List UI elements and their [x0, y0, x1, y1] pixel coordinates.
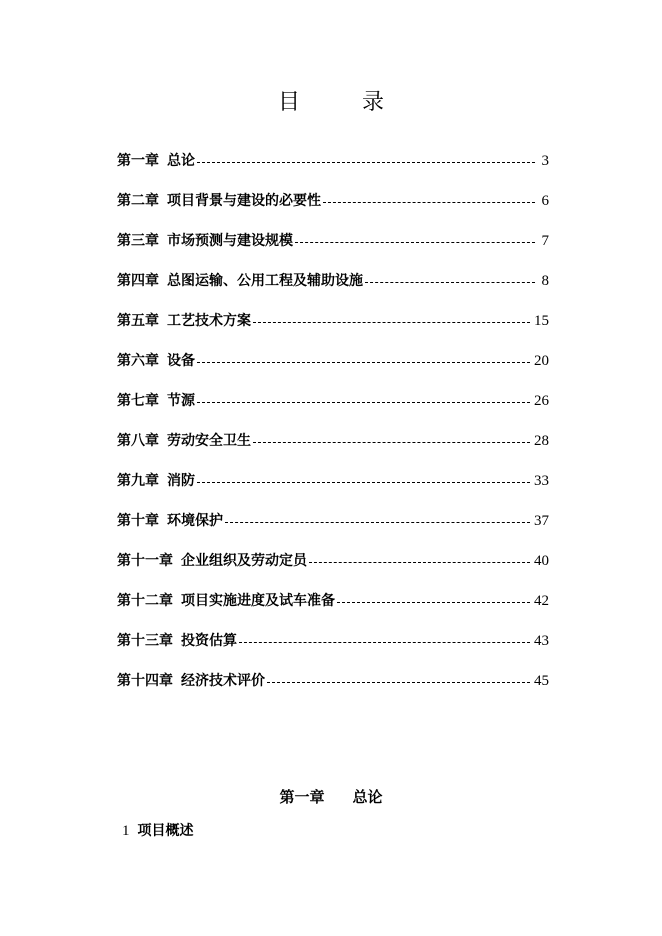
toc-entry-title: 投资估算	[181, 633, 237, 649]
toc-entry[interactable]	[117, 290, 549, 330]
toc-entry-page: 7	[541, 233, 549, 249]
toc-entry-title: 消防	[167, 473, 195, 489]
toc-entry-chapter: 第六章	[117, 353, 159, 369]
toc-entry[interactable]	[117, 570, 549, 610]
toc-entry[interactable]	[117, 210, 549, 250]
toc-entry-chapter: 第十二章	[117, 593, 173, 609]
toc-entry-title: 项目背景与建设的必要性	[167, 193, 321, 209]
toc-entry-title: 劳动安全卫生	[167, 433, 251, 449]
toc-entry-title: 企业组织及劳动定员	[181, 553, 307, 569]
toc-entry-page: 3	[541, 153, 549, 169]
toc-entry[interactable]	[117, 650, 549, 690]
toc-entry[interactable]	[117, 610, 549, 650]
toc-entry-page: 42	[534, 593, 549, 609]
toc-entry-chapter: 第十一章	[117, 553, 173, 569]
toc-entry-chapter: 第十三章	[117, 633, 173, 649]
toc-entry-page: 20	[534, 353, 549, 369]
toc-title	[0, 85, 662, 116]
toc-entry-chapter: 第四章	[117, 273, 159, 289]
toc-title-left: 目	[277, 90, 300, 115]
toc-entry-page: 8	[541, 273, 549, 289]
toc-entry-chapter: 第三章	[117, 233, 159, 249]
toc-entry-chapter: 第九章	[117, 473, 159, 489]
toc-leader-line	[365, 282, 535, 283]
section-heading	[122, 820, 194, 840]
toc-entry-chapter: 第一章	[117, 153, 159, 169]
toc-leader-line	[267, 682, 530, 683]
toc-entry[interactable]	[117, 250, 549, 290]
toc-entry[interactable]	[117, 130, 549, 170]
toc-entry-chapter: 第五章	[117, 313, 159, 329]
toc-entry-chapter: 第二章	[117, 193, 159, 209]
toc-entry-title: 经济技术评价	[181, 673, 265, 689]
toc-entry-title: 环境保护	[167, 513, 223, 529]
toc-leader-line	[197, 162, 535, 163]
toc-entry-page: 40	[534, 553, 549, 569]
toc-entry-chapter: 第十四章	[117, 673, 173, 689]
toc-leader-line	[323, 202, 535, 203]
section-heading-number: 1	[122, 823, 130, 839]
toc-leader-line	[239, 642, 530, 643]
toc-entry-title: 市场预测与建设规模	[167, 233, 293, 249]
toc-leader-line	[337, 602, 530, 603]
toc-entry-page: 26	[534, 393, 549, 409]
toc-entry-page: 33	[534, 473, 549, 489]
toc-entry[interactable]	[117, 330, 549, 370]
toc-entry-title: 设备	[167, 353, 195, 369]
toc-leader-line	[197, 402, 530, 403]
table-of-contents	[117, 130, 549, 690]
toc-entry-title: 总论	[167, 153, 195, 169]
chapter-heading	[0, 786, 662, 807]
toc-entry-page: 37	[534, 513, 549, 529]
section-heading-title: 项目概述	[137, 823, 194, 839]
toc-leader-line	[197, 362, 530, 363]
toc-entry[interactable]	[117, 170, 549, 210]
toc-entry-page: 45	[534, 673, 549, 689]
toc-leader-line	[197, 482, 530, 483]
toc-title-right: 录	[362, 90, 385, 115]
chapter-heading-title: 总论	[352, 788, 383, 806]
toc-entry-title: 总图运输、公用工程及辅助设施	[167, 273, 363, 289]
toc-entry[interactable]	[117, 410, 549, 450]
chapter-heading-number: 第一章	[279, 788, 325, 806]
toc-entry-page: 15	[534, 313, 549, 329]
toc-entry[interactable]	[117, 370, 549, 410]
toc-entry[interactable]	[117, 530, 549, 570]
toc-entry-page: 28	[534, 433, 549, 449]
toc-leader-line	[295, 242, 535, 243]
toc-entry-title: 节源	[167, 393, 195, 409]
toc-entry[interactable]	[117, 450, 549, 490]
toc-entry-page: 43	[534, 633, 549, 649]
toc-entry-title: 工艺技术方案	[167, 313, 251, 329]
toc-entry-chapter: 第八章	[117, 433, 159, 449]
toc-entry-chapter: 第十章	[117, 513, 159, 529]
toc-leader-line	[225, 522, 530, 523]
toc-entry-page: 6	[541, 193, 549, 209]
toc-leader-line	[309, 562, 530, 563]
toc-entry-chapter: 第七章	[117, 393, 159, 409]
toc-leader-line	[253, 442, 530, 443]
toc-entry[interactable]	[117, 490, 549, 530]
toc-entry-title: 项目实施进度及试车准备	[181, 593, 335, 609]
toc-leader-line	[253, 322, 530, 323]
